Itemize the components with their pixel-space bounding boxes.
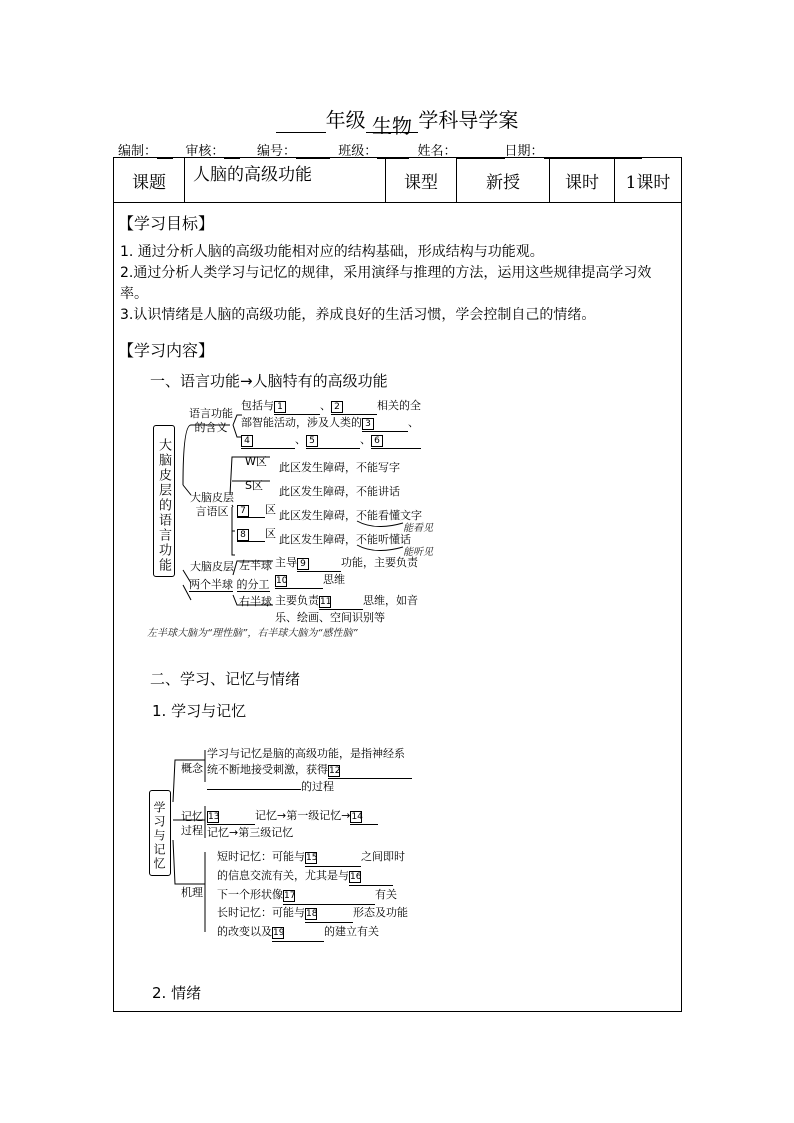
blank-11[interactable]: 11 — [319, 593, 363, 610]
left-hemisphere: 左半球 — [239, 559, 272, 572]
objective-item: 3.认识情绪是人脑的高级功能，养成良好的生活习惯，学会控制自己的情绪。 — [120, 307, 596, 323]
lesson-header-table — [113, 157, 682, 203]
blank-5[interactable]: 5 — [306, 432, 360, 449]
period-label: 课时 — [550, 158, 615, 203]
blank-19[interactable]: 19 — [272, 923, 324, 942]
type-value: 新授 — [457, 158, 550, 203]
objectives-heading: 【学习目标】 — [118, 214, 215, 233]
right-hemisphere: 右半球 — [239, 595, 272, 608]
meta-line: 编制： 审核： 编号： 班级： 姓名： 日期： — [118, 140, 642, 159]
blank-12[interactable]: 12 — [328, 762, 412, 779]
note-can-see: 能看见 — [403, 523, 433, 534]
blank-3[interactable]: 3 — [362, 415, 408, 432]
type-label: 课型 — [386, 158, 457, 203]
short-term-text: 短时记忆：可能与15 之间即时 的信息交流有关，尤其是与16 下一个形状像17 有关 — [217, 848, 405, 905]
section-2-title: 二、学习、记忆与情绪 — [150, 670, 301, 688]
blank-16[interactable]: 16 — [349, 867, 393, 886]
section-1-title: 一、语言功能→人脑特有的高级功能 — [150, 372, 388, 390]
meaning-text: 包括与 1 、 2 相关的全 部智能活动，涉及人类的 3 、 4 、 5 、 6 — [241, 398, 421, 449]
area-h-desc: 此区发生障碍，不能听懂话 — [279, 533, 411, 546]
area-s-desc: 此区发生障碍，不能讲话 — [279, 485, 400, 498]
right-hemisphere-text: 主要负责11 思维，如音 乐、绘画、空间识别等 — [275, 594, 418, 624]
branch-mechanism: 机理 — [181, 886, 203, 899]
diagram-2-root: 学习与记忆 — [149, 790, 171, 876]
branch-hemispheres: 大脑皮层 两个半球 的分工 — [189, 560, 270, 591]
concept-text: 学习与记忆是脑的高级功能，是指神经系 统不断地接受刺激，获得12 的过程 — [207, 746, 412, 795]
blank-13[interactable]: 13 — [207, 808, 255, 825]
blank-15[interactable]: 15 — [305, 848, 361, 867]
area-v-desc: 此区发生障碍，不能看懂文字 — [279, 509, 422, 522]
area-w: W区 — [245, 455, 267, 468]
left-hemisphere-text: 主导 9 功能，主要负责 10 思维 — [275, 555, 418, 589]
branch-concept: 概念 — [181, 762, 203, 775]
learning-memory-diagram — [145, 742, 445, 942]
handwritten-hemisphere-note: 左半球大脑为“理性脑”，右半球大脑为“感性脑” — [147, 628, 358, 639]
blank-10[interactable]: 10 — [275, 572, 323, 589]
period-value: 1课时 — [615, 158, 682, 203]
blank-12-cont[interactable] — [207, 789, 301, 790]
topic-label: 课题 — [114, 158, 185, 203]
objective-item: 2.通过分析人类学习与记忆的规律，采用演绎与推理的方法，运用这些规律提高学习效率。 — [120, 265, 652, 302]
blank-6[interactable]: 6 — [371, 432, 421, 449]
memory-process-text: 13 记忆→第一级记忆→14 记忆→第三级记忆 — [207, 808, 378, 841]
page-title: 年级 生物 学科导学案 — [0, 104, 794, 133]
topic-value: 人脑的高级功能 — [185, 158, 386, 203]
blank-9[interactable]: 9 — [297, 555, 341, 572]
objectives-list — [120, 242, 676, 326]
area-w-desc: 此区发生障碍，不能写字 — [279, 461, 400, 474]
grade-blank[interactable] — [276, 110, 326, 133]
blank-17[interactable]: 17 — [283, 886, 375, 905]
area-s: S区 — [245, 479, 263, 492]
area-v: 7 区 — [237, 501, 276, 518]
area-h: 8 区 — [237, 525, 276, 542]
subsection-emotion: 2. 情绪 — [152, 984, 202, 1002]
branch-speech-area: 大脑皮层言语区 — [190, 491, 234, 518]
blank-4[interactable]: 4 — [241, 432, 295, 449]
branch-meaning: 语言功能的含义 — [189, 407, 233, 434]
objective-item: 1. 通过分析人脑的高级功能相对应的结构基础，形成结构与功能观。 — [120, 244, 544, 260]
diagram-1-root: 大脑皮层的语言功能 — [153, 425, 175, 577]
language-function-diagram — [145, 395, 445, 645]
long-term-text: 长时记忆：可能与18 形态及功能 的改变以及19 的建立有关 — [217, 904, 408, 942]
blank-8[interactable]: 8 — [237, 527, 265, 542]
blank-1[interactable]: 1 — [274, 398, 320, 415]
subsection-learning-memory: 1. 学习与记忆 — [152, 702, 247, 720]
content-heading: 【学习内容】 — [118, 341, 215, 360]
subject-field: 生物 — [366, 110, 419, 133]
blank-18[interactable]: 18 — [305, 904, 353, 923]
blank-2[interactable]: 2 — [331, 398, 377, 415]
note-can-hear: 能听见 — [403, 547, 433, 558]
blank-14[interactable]: 14 — [350, 808, 378, 825]
blank-7[interactable]: 7 — [237, 503, 265, 518]
branch-memory-process: 记忆 过程 — [181, 810, 203, 837]
